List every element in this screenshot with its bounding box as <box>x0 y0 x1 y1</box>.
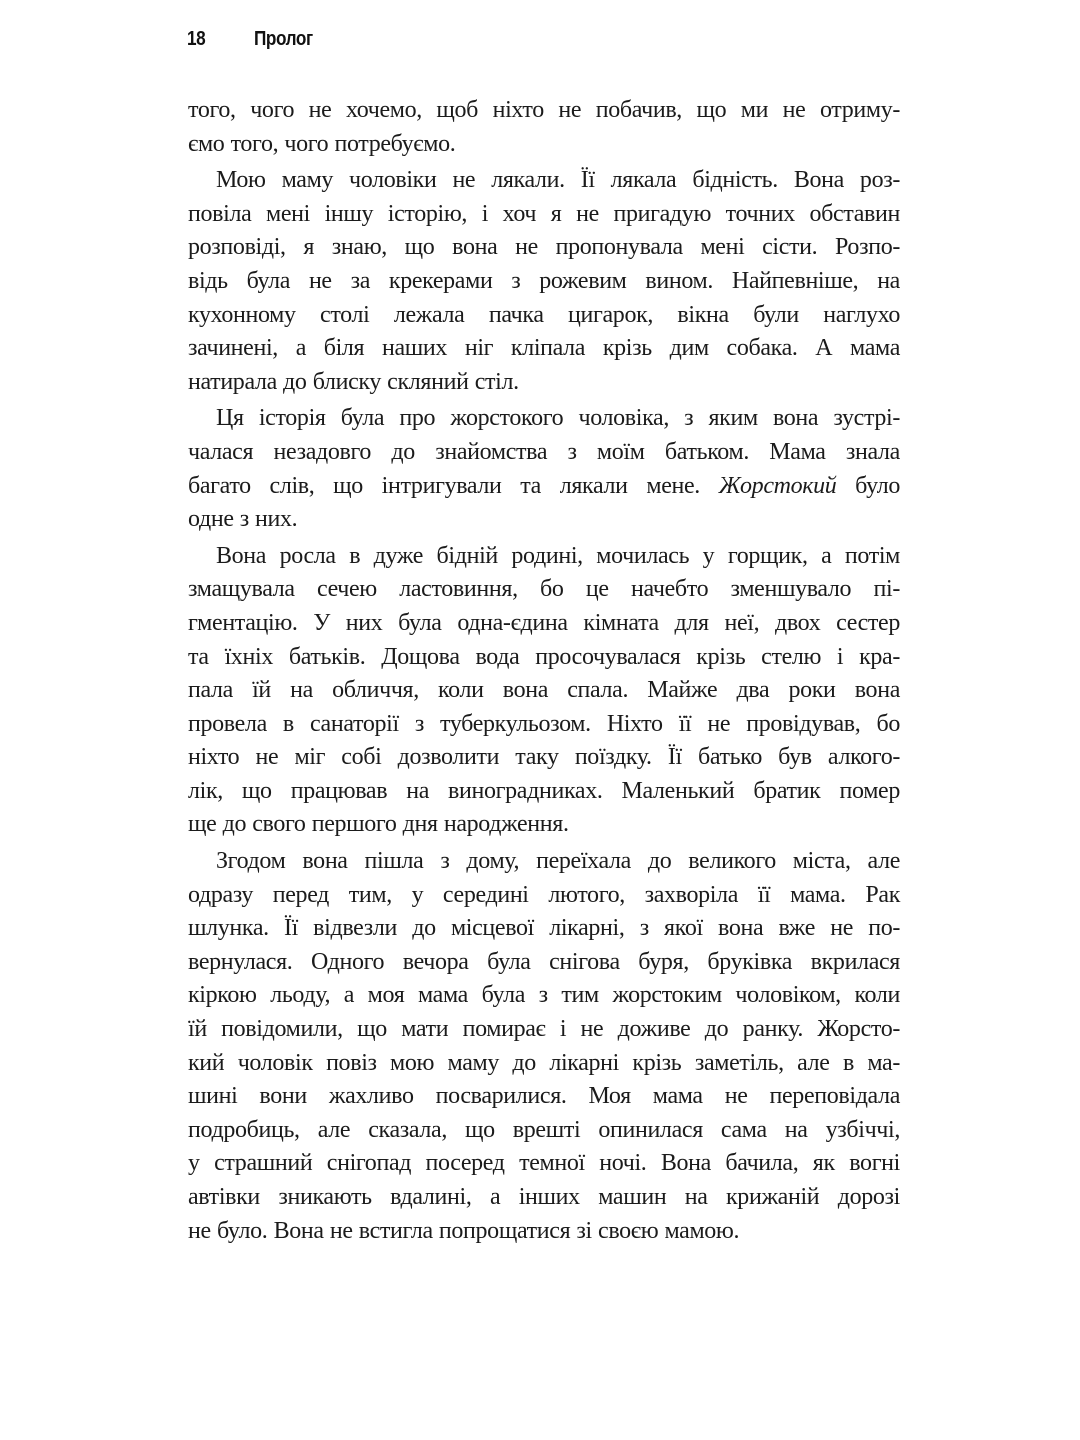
text-line: провела в санаторії з туберкульозом. Ніхто її не провідував, бо <box>188 710 900 737</box>
text-line: Ця історія була про жорстокого чоловіка, з яким вона зустрі- <box>216 405 900 432</box>
paragraph-4 <box>188 540 900 842</box>
text-line: повіла мені іншу історію, і хоч я не пригадую точних обставин <box>188 200 900 227</box>
text-line: автівки зникають вдалині, а інших машин на крижаній дорозі <box>188 1184 900 1210</box>
text-line: одразу перед тим, у середині лютого, захворіла її мама. Рак <box>188 881 900 908</box>
paragraph-5 <box>188 845 900 1248</box>
text-line: ємо того, чого потребуємо. <box>188 130 456 157</box>
text-line: Вона росла в дуже бідній родині, мочилась у горщик, а потім <box>216 542 900 569</box>
text-line: розповіді, я знаю, що вона не пропонувала мені сісти. Розпо- <box>188 234 900 261</box>
text-line: того, чого не хочемо, щоб ніхто не побачив, що ми не отриму- <box>188 97 900 123</box>
text-line: зачинені, а біля наших ніг кліпала крізь дим собака. А мама <box>188 335 900 362</box>
paragraph-1 <box>188 94 900 161</box>
text-line: відь була не за крекерами з рожевим вином. Найпевніше, на <box>188 267 900 294</box>
text-line: та їхніх батьків. Дощова вода просочувалася крізь стелю і кра- <box>188 643 900 670</box>
text-line: кий чоловік повіз мою маму до лікарні крізь заметіль, але в ма- <box>188 1049 900 1076</box>
text-line: Мою маму чоловіки не лякали. Її лякала бідність. Вона роз- <box>216 167 900 194</box>
emphasized-word: Жорстокий <box>718 472 837 499</box>
text-line: ще до свого першого дня народження. <box>188 811 569 838</box>
text-line-with-emphasis <box>188 470 900 504</box>
text-line: гментацію. У них була одна-єдина кімната для неї, двох сестер <box>188 609 900 636</box>
text-line: у страшний снігопад посеред темної ночі. Вона бачила, як вогні <box>188 1150 900 1177</box>
running-head: Пролог <box>254 28 313 50</box>
text-line: Згодом вона пішла з дому, переїхала до великого міста, але <box>216 848 900 875</box>
text-line: їй повідомили, що мати помирає і не доживе до ранку. Жорсто- <box>188 1016 900 1043</box>
text-line: вернулася. Одного вечора була снігова буря, бруківка вкрилася <box>188 948 900 975</box>
text-line: лік, що працював на виноградниках. Маленький братик помер <box>188 777 900 804</box>
text-line: кіркою льоду, а моя мама була з тим жорстоким чоловіком, коли <box>188 982 900 1009</box>
text-line: шлунка. Її відвезли до місцевої лікарні, з якої вона вже не по- <box>188 915 900 942</box>
text-line: натирала до блиску скляний стіл. <box>188 368 519 395</box>
text-line: одне з них. <box>188 506 298 533</box>
text-line: змащувала сечею ластовиння, бо це начебто зменшувало пі- <box>188 576 900 603</box>
paragraph-3 <box>188 402 900 536</box>
text-segment: багато слів, що інтригували та лякали мене. <box>188 472 700 499</box>
paragraph-2 <box>188 164 900 399</box>
text-line: кухонному столі лежала пачка цигарок, вікна були наглухо <box>188 301 900 328</box>
page-header <box>0 24 1080 54</box>
text-segment: було <box>836 472 900 499</box>
text-line: шині вони жахливо посварилися. Моя мама не переповідала <box>188 1083 900 1110</box>
text-line: подробиць, але сказала, що врешті опинилася сама на узбіччі, <box>188 1116 900 1143</box>
text-line: не було. Вона не встигла попрощатися зі своєю мамою. <box>188 1217 740 1244</box>
text-line: пала їй на обличчя, коли вона спала. Майже два роки вона <box>188 677 900 704</box>
text-line: ніхто не міг собі дозволити таку поїздку. Її батько був алкого- <box>188 744 900 771</box>
text-line: чалася незадовго до знайомства з моїм батьком. Мама знала <box>188 438 900 465</box>
page-number: 18 <box>187 28 206 50</box>
body-text <box>188 94 900 1248</box>
